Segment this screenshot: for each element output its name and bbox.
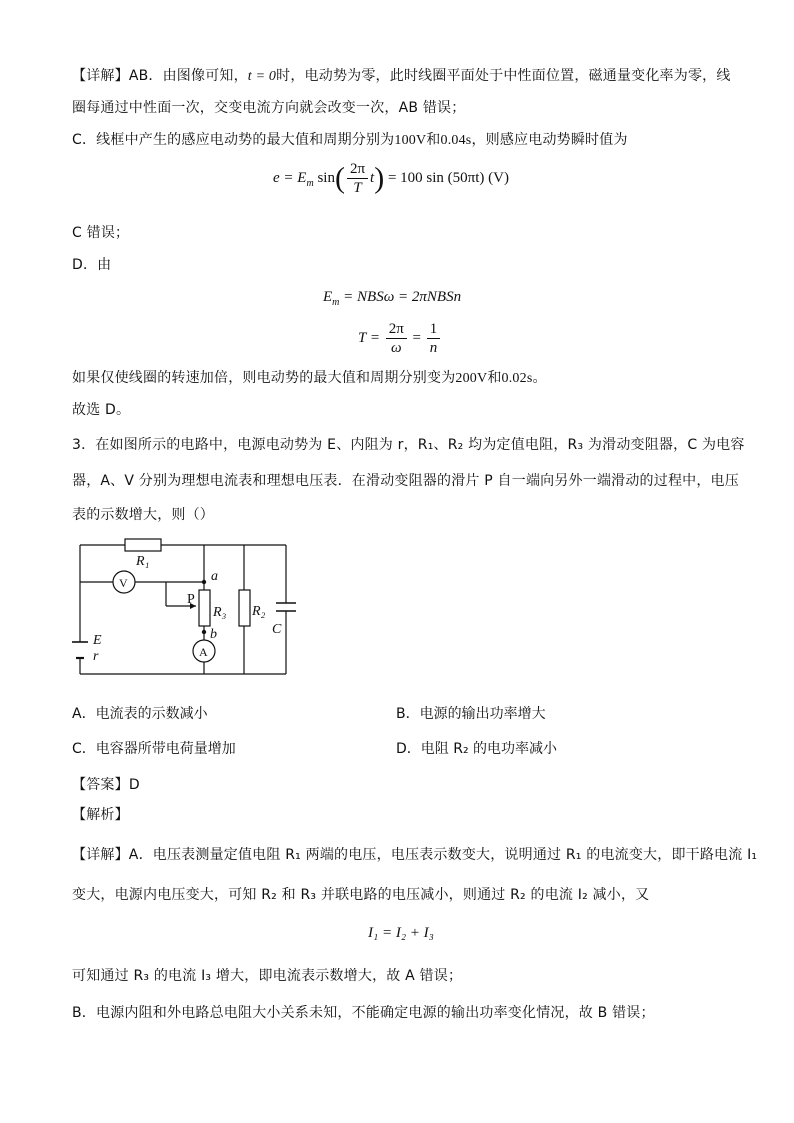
option-d: D．电阻 R₂ 的电功率减小 [396,741,558,757]
label-r2: R₂ [252,604,266,619]
r3-rheostat [199,590,210,626]
em-equation: $E_m = NBS\omega$ = 2πNBSn [323,289,462,308]
label-b: b [210,627,217,642]
detail-ab-line-2: 圈每通过中性面一次，交变电流方向就会改变一次，AB 错误； [72,100,466,116]
label-a: a [211,569,218,584]
r1-resistor [125,539,161,551]
label-c: C [272,622,282,637]
current-equation: I₁ = I₂ + I₃ [368,925,434,941]
label-r: r [93,649,99,664]
c-wrong: C 错误； [72,225,130,241]
label-a-meter: A [199,645,208,659]
d-part-line-1: D．由 [72,257,112,273]
label-p: P [187,592,195,607]
detail3-line-2: 变大，电源内电压变大，可知 R₂ 和 R₃ 并联电路的电压减小，则通过 R₂ 的电流 I₂ 减小，又 [72,887,650,903]
option-a: A．电流表的示数减小 [72,706,208,722]
analysis-tag: 【解析】 [72,807,129,823]
label-r3: R₃ [213,605,227,620]
q3-line-3: 表的示数增大，则（） [72,507,214,523]
label-e: E [93,633,102,648]
detail3-line-1: 【详解】A．电压表测量定值电阻 R₁ 两端的电压，电压表示数变大，说明通过 R₁ 的电流变大，即干路电流 I₁ [72,847,758,863]
detail-tag: 【详解】 [72,68,129,84]
r2-resistor [239,590,250,626]
d-part-line-2: 如果仅使线圈的转速加倍，则电动势的最大值和周期分别变为200V和0.02s。 [72,370,547,386]
detail-ab-line-1: 【详解】AB．由图像可知，t = 0时，电动势为零，此时线圈平面处于中性面位置，磁通量变化率为零，线 [72,68,731,84]
period-equation: T = $\frac{2\pi}{\omega}$ = $\frac{1}{n}$ [358,320,442,357]
label-r1: R₁ [136,554,150,569]
q3-line-1: 3．在如图所示的电路中，电源电动势为 E、内阻为 r，R₁、R₂ 均为定值电阻，R₃ 为滑动变阻器，C 为电容 [72,437,745,453]
answer-line: 【答案】D [72,777,140,793]
option-c: C．电容器所带电荷量增加 [72,741,236,757]
option-b: B．电源的输出功率增大 [396,706,546,722]
detail3-line-4: B．电源内阻和外电路总电阻大小关系未知，不能确定电源的输出功率变化情况，故 B 错误； [72,1005,655,1021]
emf-instant-equation: $e = E_m$ sin( $\frac{2\pi}{T}$ t) = 100 sin (50πt) (V) [273,161,509,196]
c-part-line-1: C．线框中产生的感应电动势的最大值和周期分别为100V和0.04s，则感应电动势瞬时值为 [72,132,628,148]
label-v: V [119,576,128,590]
circuit-diagram [60,530,320,685]
d-choose: 故选 D。 [72,402,131,418]
detail3-line-3: 可知通过 R₃ 的电流 I₃ 增大，即电流表示数增大，故 A 错误； [72,968,463,984]
q3-line-2: 器，A、V 分别为理想电流表和理想电压表．在滑动变阻器的滑片 P 自一端向另外一端滑动的过程中，电压 [72,473,739,489]
